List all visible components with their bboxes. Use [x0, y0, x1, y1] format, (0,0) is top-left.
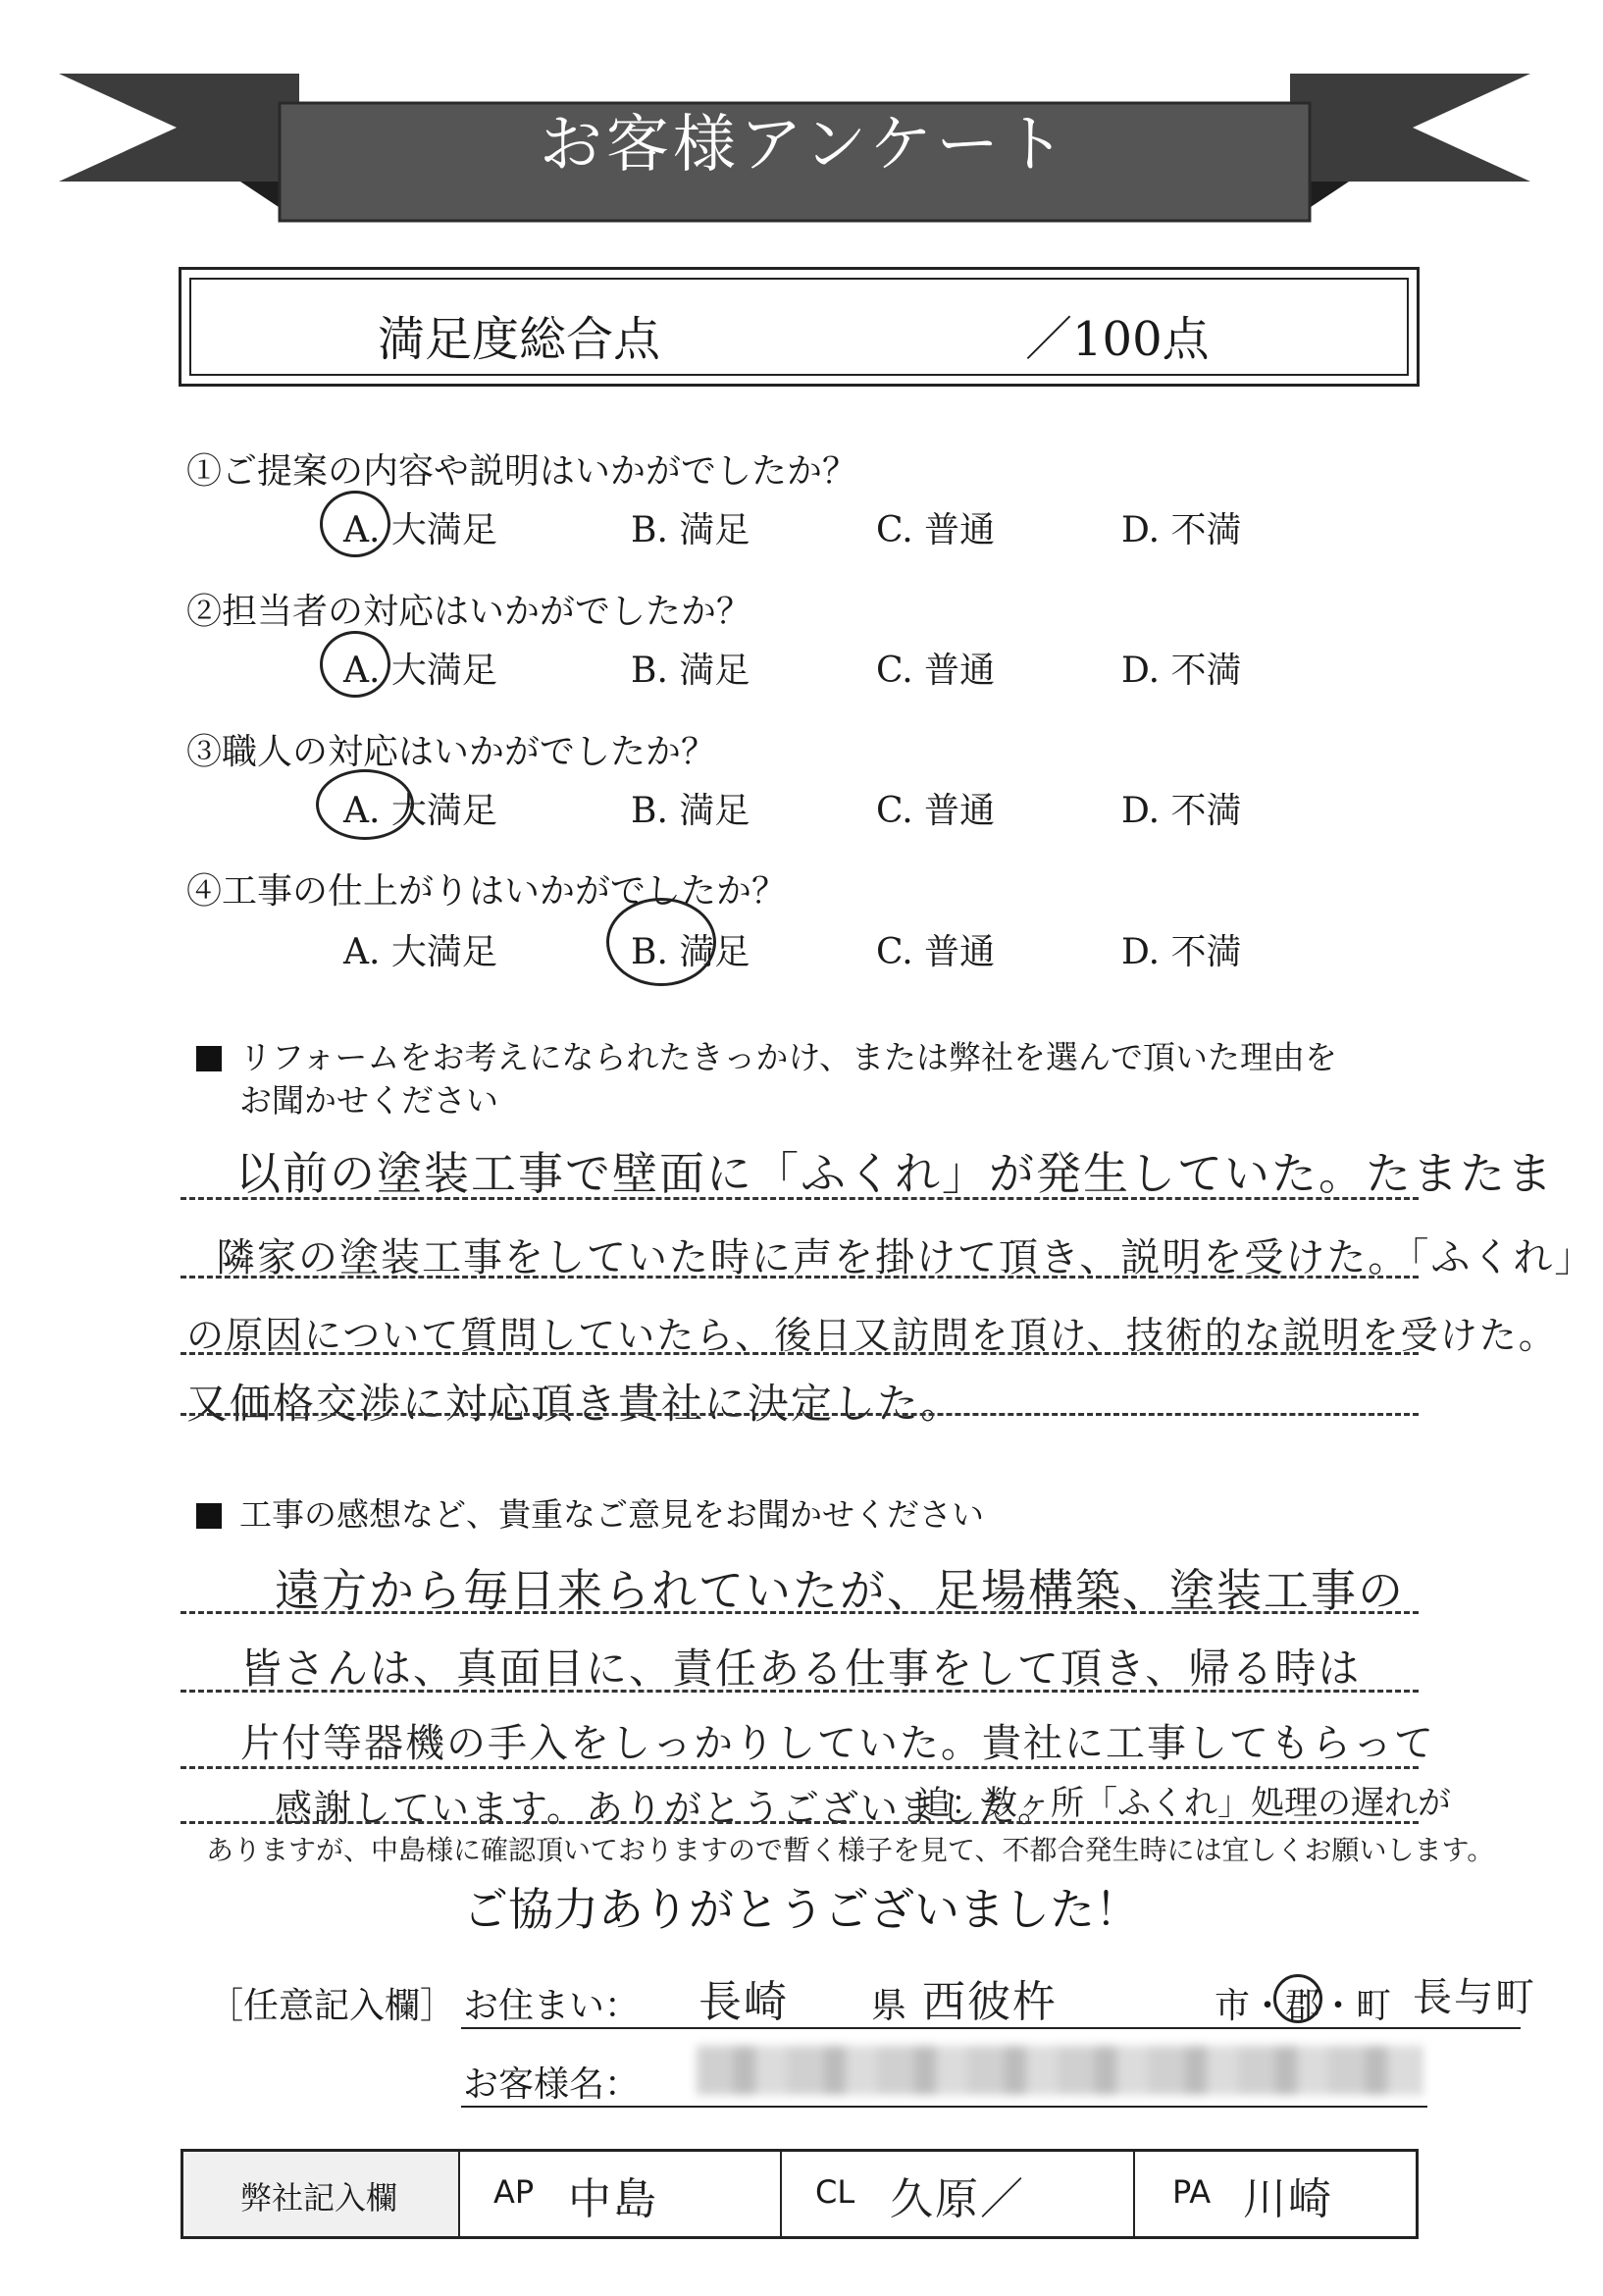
score-value: ／100点 — [1025, 312, 1210, 367]
name-underline — [461, 2106, 1427, 2108]
q4-selected-circle — [606, 898, 716, 986]
question-2: ②担当者の対応はいかがでしたか？ — [186, 592, 752, 632]
section1-answer-line-2: 隣家の塗装工事をしていた時に声を掛けて頂き、説明を受けた。「ふくれ」 — [216, 1235, 1596, 1280]
city-type-marker: 市・郡・町 — [1215, 1986, 1392, 2026]
q1-option-b[interactable]: B. 満足 — [631, 510, 750, 550]
pa-label: PA — [1172, 2173, 1212, 2211]
cl-label: CL — [815, 2173, 855, 2211]
square-bullet-icon — [196, 1046, 222, 1071]
address-prefecture[interactable]: 長崎 — [698, 1977, 789, 2027]
address-underline — [461, 2027, 1521, 2029]
section2-heading: 工事の感想など、貴重なご意見をお聞かせください — [196, 1489, 984, 1536]
dotted-line — [181, 1690, 1419, 1693]
q2-option-d[interactable]: D. 不満 — [1121, 651, 1242, 691]
section1-heading: リフォームをお考えになられたきっかけ、または弊社を選んで頂いた理由を — [196, 1032, 1337, 1078]
q1-option-d[interactable]: D. 不満 — [1121, 510, 1242, 550]
dotted-line — [181, 1821, 1419, 1824]
page-title: お客様アンケート — [539, 109, 1070, 182]
address-label: お住まい： — [463, 1986, 641, 2026]
address-district[interactable]: 西彼杵 — [922, 1977, 1058, 2027]
q4-option-b[interactable]: B. 満足 — [631, 932, 750, 972]
ap-value[interactable]: 中島 — [568, 2174, 658, 2224]
section2-answer-note: ありますが、中島様に確認頂いておりますので暫く様子を見て、不都合発生時には宜しくお願いします。 — [206, 1834, 1495, 1866]
q2-option-b[interactable]: B. 満足 — [631, 651, 750, 691]
dotted-line — [181, 1197, 1419, 1200]
cl-value[interactable]: 久原／ — [890, 2174, 1025, 2224]
ap-cell — [460, 2152, 782, 2236]
question-3: ③職人の対応はいかがでしたか？ — [186, 732, 717, 772]
name-redacted — [697, 2046, 1422, 2095]
section1-answer-line-1: 以前の塗装工事で壁面に「ふくれ」が発生していた。たまたま — [235, 1147, 1554, 1200]
total-score-box — [179, 267, 1420, 387]
score-label: 満足度総合点 — [378, 312, 661, 367]
q3-selected-circle — [316, 769, 414, 840]
q2-option-a[interactable]: A. 大満足 — [343, 651, 497, 691]
thanks-message: ご協力ありがとうございました！ — [463, 1883, 1140, 1936]
prefecture-suffix: 県 — [871, 1986, 907, 2026]
optional-label: ［任意記入欄］ — [208, 1986, 456, 2026]
section1-answer-line-3: の原因について質問していたら、後日又訪問を頂け、技術的な説明を受けた。 — [186, 1314, 1558, 1357]
q2-option-c[interactable]: C. 普通 — [876, 651, 996, 691]
office-label: 弊社記入欄 — [240, 2179, 398, 2217]
cl-cell — [782, 2152, 1135, 2236]
q1-option-a[interactable]: A. 大満足 — [343, 510, 497, 550]
dotted-line — [181, 1611, 1419, 1614]
dotted-line — [181, 1352, 1419, 1355]
q3-option-a[interactable]: A. 大満足 — [343, 791, 497, 831]
office-label-cell — [183, 2152, 460, 2236]
q3-option-d[interactable]: D. 不満 — [1121, 791, 1242, 831]
q4-option-d[interactable]: D. 不満 — [1121, 932, 1242, 972]
score-inner-frame — [189, 278, 1409, 376]
q4-option-c[interactable]: C. 普通 — [876, 932, 996, 972]
office-use-table — [181, 2149, 1419, 2239]
dotted-line — [181, 1766, 1419, 1769]
section2-answer-line-3: 片付等器機の手入をしっかりしていた。貴社に工事してもらって — [240, 1721, 1435, 1766]
name-label: お客様名： — [463, 2064, 641, 2105]
gun-selected-circle — [1273, 1974, 1322, 2023]
pa-value[interactable]: 川崎 — [1243, 2174, 1333, 2224]
question-1: ①ご提案の内容や説明はいかがでしたか？ — [186, 451, 858, 492]
section2-answer-line-2: 皆さんは、真面目に、責任ある仕事をして頂き、帰る時は — [240, 1644, 1362, 1693]
pa-cell — [1135, 2152, 1416, 2236]
section2-answer-line-5: 追：数ヶ所「ふくれ」処理の遅れが — [917, 1784, 1451, 1823]
q3-option-c[interactable]: C. 普通 — [876, 791, 996, 831]
section2-answer-line-4: 感謝しています。ありがとうございました。 — [275, 1787, 1057, 1830]
address-town[interactable]: 長与町 — [1413, 1975, 1536, 2020]
ap-label: AP — [493, 2173, 535, 2211]
q3-option-b[interactable]: B. 満足 — [631, 791, 750, 831]
q1-selected-circle — [320, 491, 390, 557]
section1-heading-cont: お聞かせください — [239, 1081, 498, 1120]
square-bullet-icon — [196, 1503, 222, 1529]
q4-option-a[interactable]: A. 大満足 — [343, 932, 497, 972]
section2-answer-line-1: 遠方から毎日来られていたが、足場構築、塗装工事の — [275, 1564, 1405, 1617]
q2-selected-circle — [320, 631, 390, 698]
q1-option-c[interactable]: C. 普通 — [876, 510, 996, 550]
dotted-line — [181, 1276, 1419, 1278]
question-4: ④工事の仕上がりはいかがでしたか？ — [186, 871, 788, 912]
section1-answer-line-4: 又価格交渉に対応頂き貴社に決定した。 — [186, 1380, 964, 1428]
dotted-line — [181, 1413, 1419, 1416]
